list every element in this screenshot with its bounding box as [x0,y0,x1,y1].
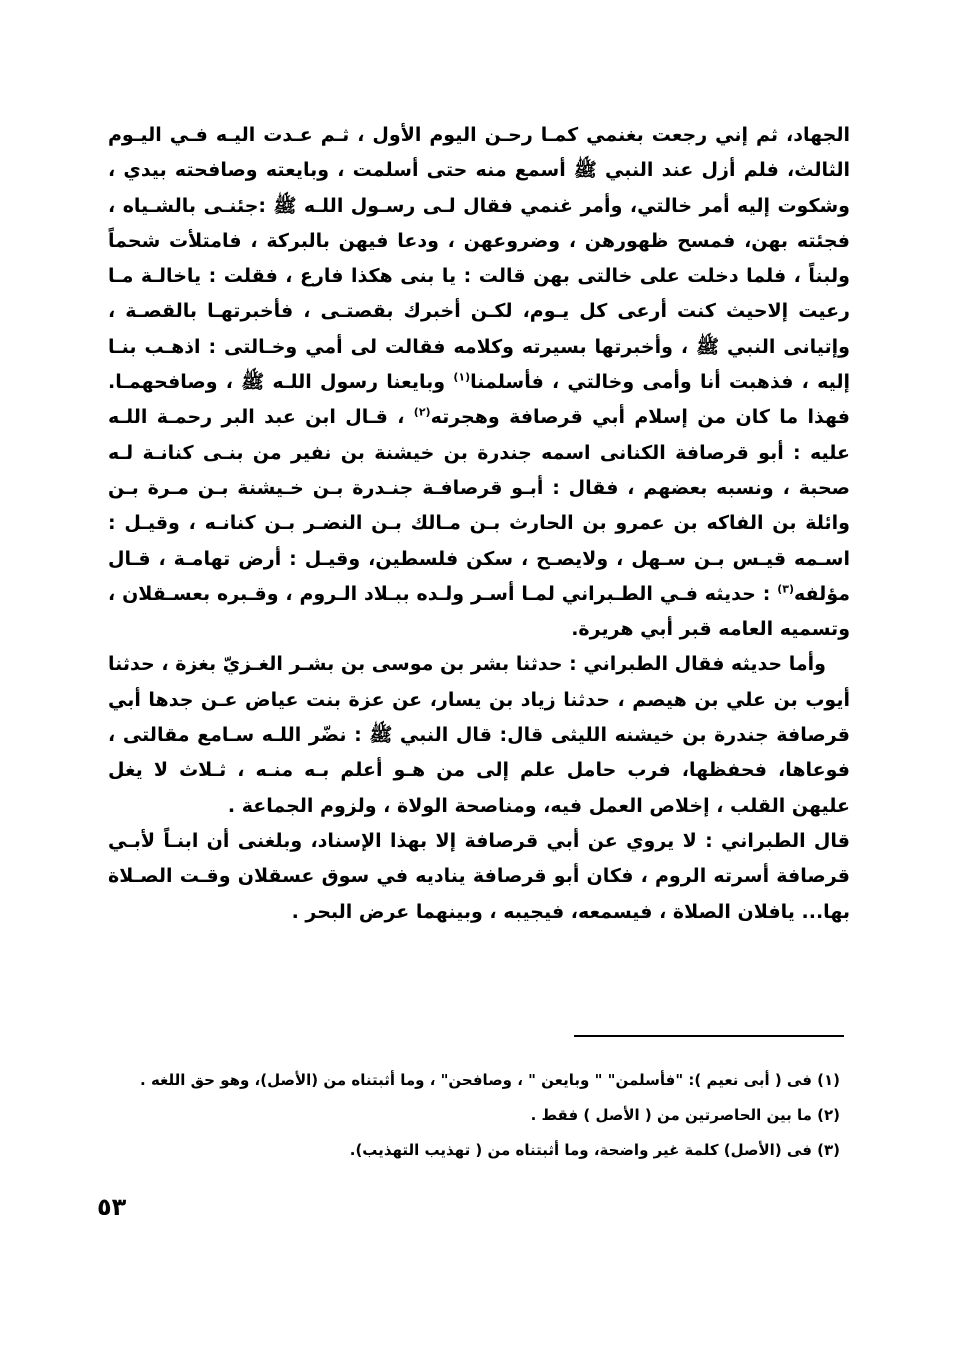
footnotes [104,1063,840,1168]
paragraph-1-continued: وبايعنا رسول اللـه ﷺ ، وصافحهمـا. فهذا ما كان من إسلام أبي قرصافة وهجرته [108,371,850,429]
footnote-ref-2: (٢) [413,406,431,420]
footnote-divider [574,1035,844,1037]
paragraph-1-continued-2: ، قـال ابن عبد البر رحمـة اللـه عليه : أبو قرصافة الكنانى اسمه جندرة بن خيشنة بن نفير من بنـى كنانـة لـه صحبة ، ونسبه بعضهم ، فقال : أبـو قرصافـة جنـدرة بـن خـيشنة بـن مـرة بـن وائلة بن الفاكه بن عمرو بن الحارث بـن مـالك بـن النضـر بـن كنانـه ، وقيـل : اسـمه قيـس بـن سـهل ، ولايصـح ، سكن فلسطين، وقيـل : أرض تهامـة ، قـال مؤلفه [108,406,850,605]
paragraph-2: وأما حديثه فقال الطبراني : حدثنا بشر بن موسى بن بشـر الغـزيّ بغزة ، حدثنا أيوب بن علي بن هيصم ، حدثنا زياد بن يسار، عن عزة بنت عياض عـن جدها أبي قرصافة جندرة بن خيشنه الليثى قال: قال النبي ﷺ : نضّر اللـه سـامع مقالتى ، فوعاها، فحفظها، فرب حامل علم إلى من هـو أعلم بـه منـه ، ثـلاث لا يغل عليهن القلب ، إخلاص العمل فيه، ومناصحة الولاة ، ولزوم الجماعة . [108,653,850,817]
main-text [108,118,850,930]
paragraph-3: قال الطبراني : لا يروي عن أبي قرصافة إلا بهذا الإسناد، وبلغنى أن ابنـاً لأبـي قرصافة أسرته الروم ، فكان أبو قرصافة يناديه في سوق عسقلان وقـت الصـلاة بها... يافلان الصلاة ، فيسمعه، فيجيبه ، وبينهما عرض البحر . [108,829,850,923]
footnote-1: (١) فى ( أبى نعيم ): "فأسلمن" " وبايعن " ، وصافحن" ، وما أثبتناه من (الأصل)، وهو حق اللغه . [140,1071,840,1089]
footnote-2: (٢) ما بين الحاصرتين من ( الأصل ) فقط . [530,1106,840,1124]
footnote-ref-1: (١) [453,370,471,384]
footnote-3: (٣) فى (الأصل) كلمة غير واضحة، وما أثبتناه من ( تهذيب التهذيب). [349,1141,840,1159]
paragraph-1 [108,118,850,647]
paragraph-1-text: الجهاد، ثم إني رجعت بغنمي كمـا رحـن اليوم الأول ، ثـم عـدت اليـه فـي اليـوم الثالث، فلم أزل عند النبي ﷺ أسمع منه حتى أسلمت ، وبايعته وصافحته بيدي ، وشكوت إليه أمر خالتي، وأمر غنمي فقال لـى رسـول اللـه ﷺ :جئنـى بالشـياه ، فجئته بهن، فمسح ظهورهن ، وضروعهن ، ودعا فيهن بالبركة ، فامتلأت شحماً ولبناً ، فلما دخلت على خالتى بهن قالت : يا بنى هكذا فارع ، فقلت : ياخالـة مـا رعيت إلاحيث كنت أرعى كل يـوم، لكـن أخبرك بقصتـى ، فأخبرتهـا بالقصـة ، وإتيانى النبي ﷺ ، وأخبرتها بسيرته وكلامه فقالت لى أمي وخـالتى : اذهـب بنـا إليه ، فذهبت أنا وأمى وخالتي ، فأسلمنا [108,124,850,394]
page-number: ٥٣ [97,1193,127,1221]
footnote-ref-3: (٣) [777,582,794,596]
paragraph-1-continued-3: : حديثه فـي الطـبراني لمـا أسـر ولـده ببـلاد الـروم ، وقـبره بعسـقلان ، وتسميه العامه قبر أبي هريرة. [108,582,850,641]
